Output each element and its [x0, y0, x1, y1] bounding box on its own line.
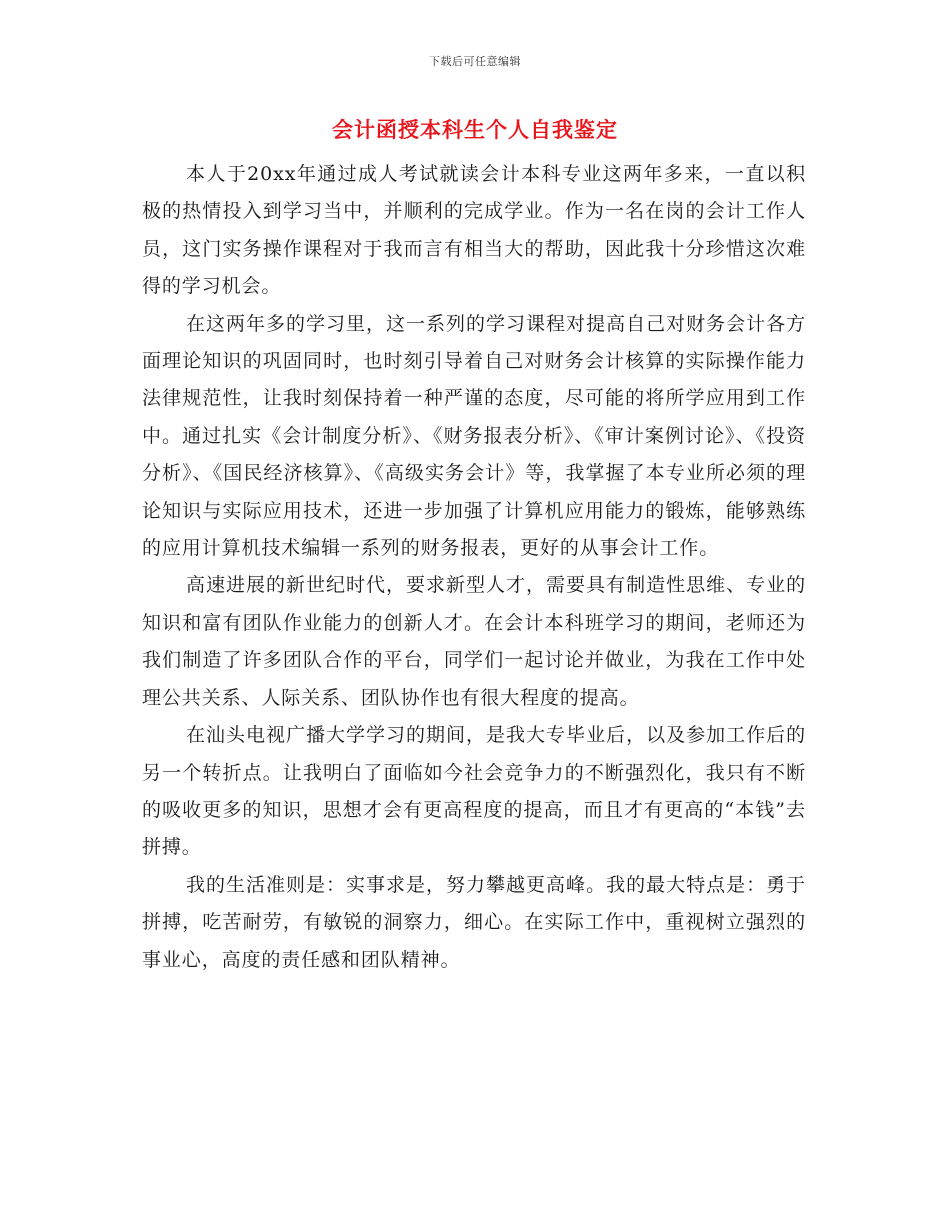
paragraph-3: 高速进展的新世纪时代，要求新型人才，需要具有制造性思维、专业的知识和富有团队作业能力的创新人才。在会计本科班学习的期间，老师还为我们制造了许多团队合作的平台，同学们一起讨论并做业，为我在工作中处理公共关系、人际关系、团队协作也有很大程度的提高。: [142, 574, 806, 709]
header-note: 下载后可任意编辑: [429, 55, 521, 68]
paragraph-4: 在汕头电视广播大学学习的期间，是我大专毕业后，以及参加工作后的另一个转折点。让我明白了面临如今社会竞争力的不断强烈化，我只有不断的吸收更多的知识，思想才会有更高程度的提高，而且才有更高的“本钱”去拼搏。: [142, 724, 806, 859]
paragraph-1: 本人于20xx年通过成人考试就读会计本科专业这两年多来，一直以积极的热情投入到学习当中，并顺利的完成学业。作为一名在岗的会计工作人员，这门实务操作课程对于我而言有相当大的帮助，因此我十分珍惜这次难得的学习机会。: [142, 163, 806, 298]
document-title: 会计函授本科生个人自我鉴定: [332, 117, 618, 142]
paragraph-2: 在这两年多的学习里，这一系列的学习课程对提高自己对财务会计各方面理论知识的巩固同时，也时刻引导着自己对财务会计核算的实际操作能力法律规范性，让我时刻保持着一种严谨的态度，尽可能的将所学应用到工作中。通过扎实《会计制度分析》、《财务报表分析》、《审计案例讨论》、《投资分析》、《国民经济核算》、《高级实务会计》等，我掌握了本专业所必须的理论知识与实际应用技术，还进一步加强了计算机应用能力的锻炼，能够熟练的应用计算机技术编辑一系列的财务报表，更好的从事会计工作。: [142, 312, 806, 560]
document-body: [142, 156, 806, 979]
paragraph-5: 我的生活准则是：实事求是，努力攀越更高峰。我的最大特点是：勇于拼搏，吃苦耐劳，有敏锐的洞察力，细心。在实际工作中，重视树立强烈的事业心，高度的责任感和团队精神。: [142, 873, 806, 971]
